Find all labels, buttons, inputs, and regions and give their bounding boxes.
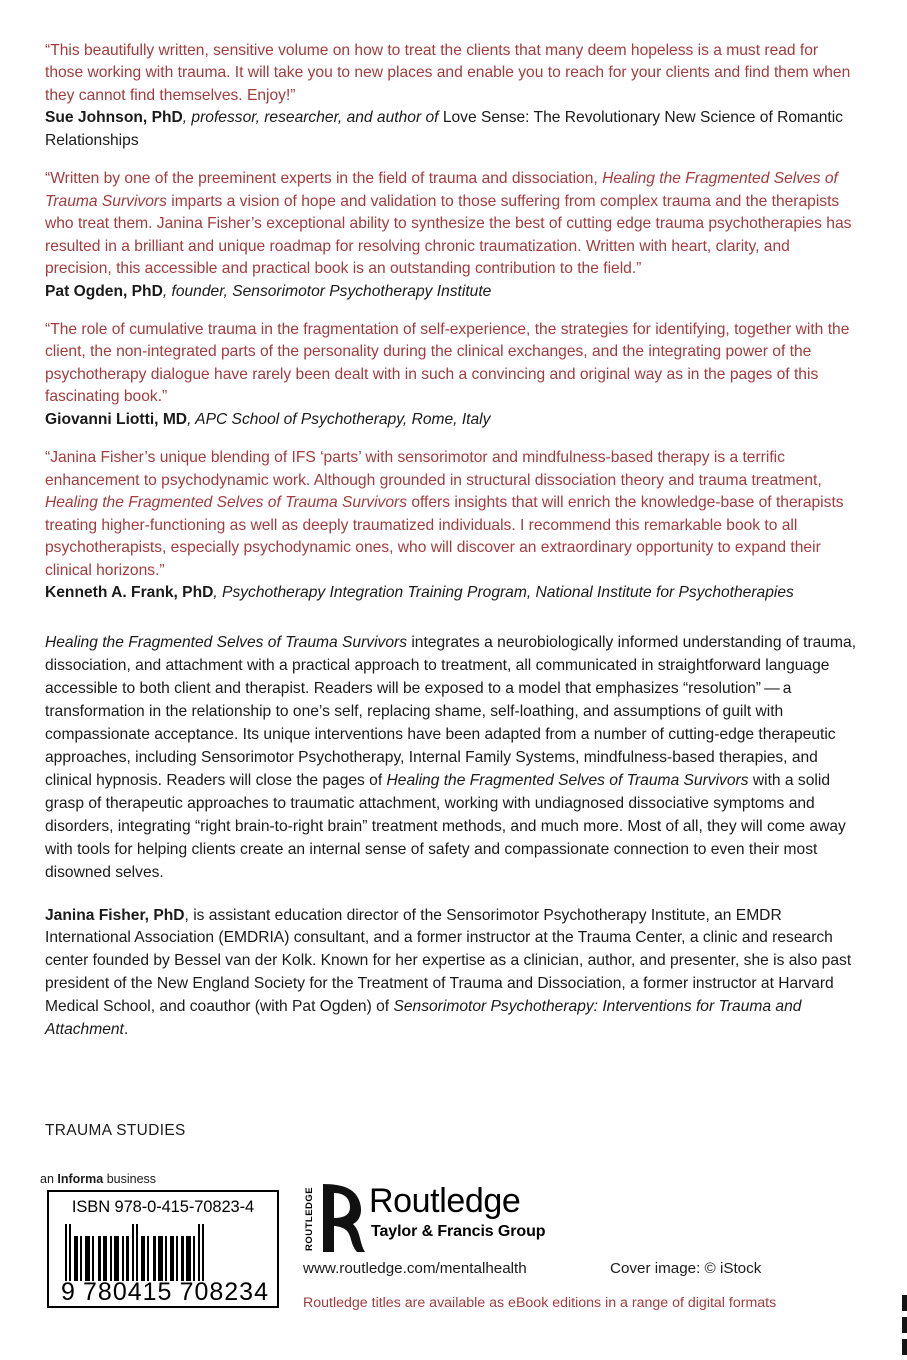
- endorsement-quote-3: “The role of cumulative trauma in the fragmentation of self-experience, the strategies for identifying, together with the client, the non-integrated parts of the personality during the clinical exchanges, and the integrating power of the psychotherapy dialogue have rarely been dealt with in such a convincing and original way as in the pages of this fascinating book.”: [45, 320, 850, 406]
- endorsement-block-3: [45, 319, 860, 431]
- author-bio: [45, 905, 860, 1043]
- description-title-2: Healing the Fragmented Selves of Trauma Survivors: [386, 771, 749, 789]
- quote-2-book-title: Healing the Fragmented Selves of Trauma Survivors: [45, 170, 838, 210]
- description-part-1: integrates a neurobiologically informed understanding of trauma, dissociation, and attachment with a practical approach to treatment, all communicated in straightforward language accessible to both client and therapist. Readers will be exposed to a model that emphasizes “resolution” — a transformation in the relationship to one’s self, replacing shame, self-loathing, and assumptions of guilt with compassionate acceptance. Its unique interventions have been adapted from a number of cutting-edge therapeutic approaches, including Sensorimotor Psychotherapy, Internal Family Systems, mindfulness-based therapies, and clinical hypnosis. Readers will close the pages of: [45, 634, 857, 789]
- endorsement-attribution-1: [45, 107, 860, 152]
- spine-edge-marks: [901, 1295, 907, 1357]
- cover-footer: [0, 1168, 907, 1360]
- description-part-2: with a solid grasp of therapeutic approaches to traumatic attachment, working with undiagnosed dissociative symptoms and disorders, integrating “right brain-to-right brain” treatment methods, and much more. Most of all, they will come away with tools for helping clients create an internal sense of safety and compassionate connection to even their most disowned selves.: [45, 771, 846, 881]
- barcode-digits-right: 708234: [179, 1278, 269, 1306]
- endorsement-block-1: [45, 40, 860, 152]
- quote-4-part-1: “Janina Fisher’s unique blending of IFS ‘parts’ with sensorimotor and mindfulness-based therapy is a terrific enhancement to psychodynamic work. Although grounded in structural dissociation theory and trauma treatment,: [45, 449, 822, 489]
- endorsement-block-2: [45, 168, 860, 303]
- publisher-website[interactable]: www.routledge.com/mentalhealth: [303, 1260, 527, 1277]
- endorser-name-4: Kenneth A. Frank, PhD: [45, 583, 214, 601]
- endorsement-attribution-2: [45, 281, 860, 303]
- barcode-digits-mid: 780415: [83, 1278, 173, 1306]
- quote-2-part-2: imparts a vision of hope and validation to those suffering from complex trauma and the therapists who treat them. Janina Fisher’s exceptional ability to synthesize the best of cutting edge trauma psychotherapies has resulted in a brilliant and unique roadmap for resolving chronic traumatization. Written with heart, clarity, and precision, this accessible and practical book is an outstanding contribution to the field.”: [45, 192, 852, 278]
- book-description-block: [45, 632, 860, 884]
- isbn-barcode-box: [47, 1190, 279, 1308]
- endorsement-quote-4: [45, 447, 860, 582]
- endorser-role-1: , professor, researcher, and author of: [182, 109, 443, 127]
- author-name: Janina Fisher, PhD: [45, 906, 185, 924]
- routledge-logo: [303, 1178, 563, 1256]
- endorsement-quote-1: “This beautifully written, sensitive volume on how to treat the clients that many deem hopeless is a must read for those working with trauma. It will take you to new places and enable you to reach for your clients and find them when they cannot find themselves. Enjoy!”: [45, 42, 851, 104]
- endorser-role-4: , Psychotherapy Integration Training Program, National Institute for Psychotherapies: [213, 583, 794, 601]
- barcode-bars: [65, 1224, 265, 1281]
- endorser-name-3: Giovanni Liotti, MD: [45, 410, 188, 428]
- endorsement-attribution-3: [45, 409, 860, 431]
- endorser-name-2: Pat Ogden, PhD: [45, 282, 163, 300]
- isbn-number: ISBN 978-0-415-70823-4: [71, 1198, 255, 1216]
- routledge-vertical-text: ROUTLEDGE: [304, 1186, 315, 1252]
- endorser-work-1: Love Sense: The Revolutionary New Science of Romantic Relationships: [45, 109, 843, 149]
- endorser-role-2: , founder, Sensorimotor Psychotherapy Institute: [162, 282, 492, 300]
- routledge-group-name: Taylor & Francis Group: [371, 1223, 546, 1240]
- quote-4-part-2: offers insights that will enrich the knowledge-base of therapists treating higher-functioning as well as deeply traumatized individuals. I recommend this remarkable book to all psychotherapists, especially psychodynamic ones, who will discover an extraordinary opportunity to expand their clinical horizons.”: [45, 494, 844, 579]
- quote-2-part-1: “Written by one of the preeminent experts in the field of trauma and dissociation,: [45, 170, 603, 188]
- author-bio-end: .: [123, 1021, 129, 1039]
- series-category-label: TRAUMA STUDIES: [45, 1122, 186, 1139]
- routledge-r-mark-icon: [317, 1182, 365, 1254]
- cover-content: [45, 40, 860, 1042]
- book-description: [45, 632, 860, 884]
- barcode-digits: [57, 1278, 273, 1307]
- quote-4-book-title: Healing the Fragmented Selves of Trauma Survivors: [45, 494, 407, 512]
- description-title-1: Healing the Fragmented Selves of Trauma Survivors: [45, 634, 407, 652]
- endorser-role-3: , APC School of Psychotherapy, Rome, Italy: [187, 410, 491, 428]
- cover-image-credit: Cover image: © iStock: [610, 1260, 762, 1277]
- endorsement-block-4: [45, 447, 860, 604]
- ebook-availability-note: Routledge titles are available as eBook editions in a range of digital formats: [303, 1295, 777, 1311]
- informa-prefix: an: [40, 1172, 58, 1186]
- endorsement-quote-2: [45, 168, 860, 280]
- informa-brand: Informa: [57, 1172, 104, 1186]
- routledge-wordmark: Routledge: [369, 1182, 521, 1220]
- informa-suffix: business: [103, 1172, 157, 1186]
- endorsement-attribution-4: [45, 582, 860, 604]
- barcode-digit-left: 9: [61, 1278, 76, 1306]
- author-other-book-title: Sensorimotor Psychotherapy: Interventions for Trauma and Attachment: [45, 998, 802, 1039]
- author-bio-text: , is assistant education director of the Sensorimotor Psychotherapy Institute, an EMDR International Association (EMDRIA) consultant, and a former instructor at the Trauma Center, a clinic and research center founded by Bessel van der Kolk. Known for her expertise as a clinician, author, and presenter, she is also past president of the New England Society for the Treatment of Trauma and Dissociation, a former instructor at Harvard Medical School, and coauthor (with Pat Ogden) of: [45, 906, 852, 1016]
- author-bio-block: [45, 905, 860, 1043]
- informa-business-line: [40, 1172, 156, 1186]
- endorser-name-1: Sue Johnson, PhD: [45, 109, 183, 127]
